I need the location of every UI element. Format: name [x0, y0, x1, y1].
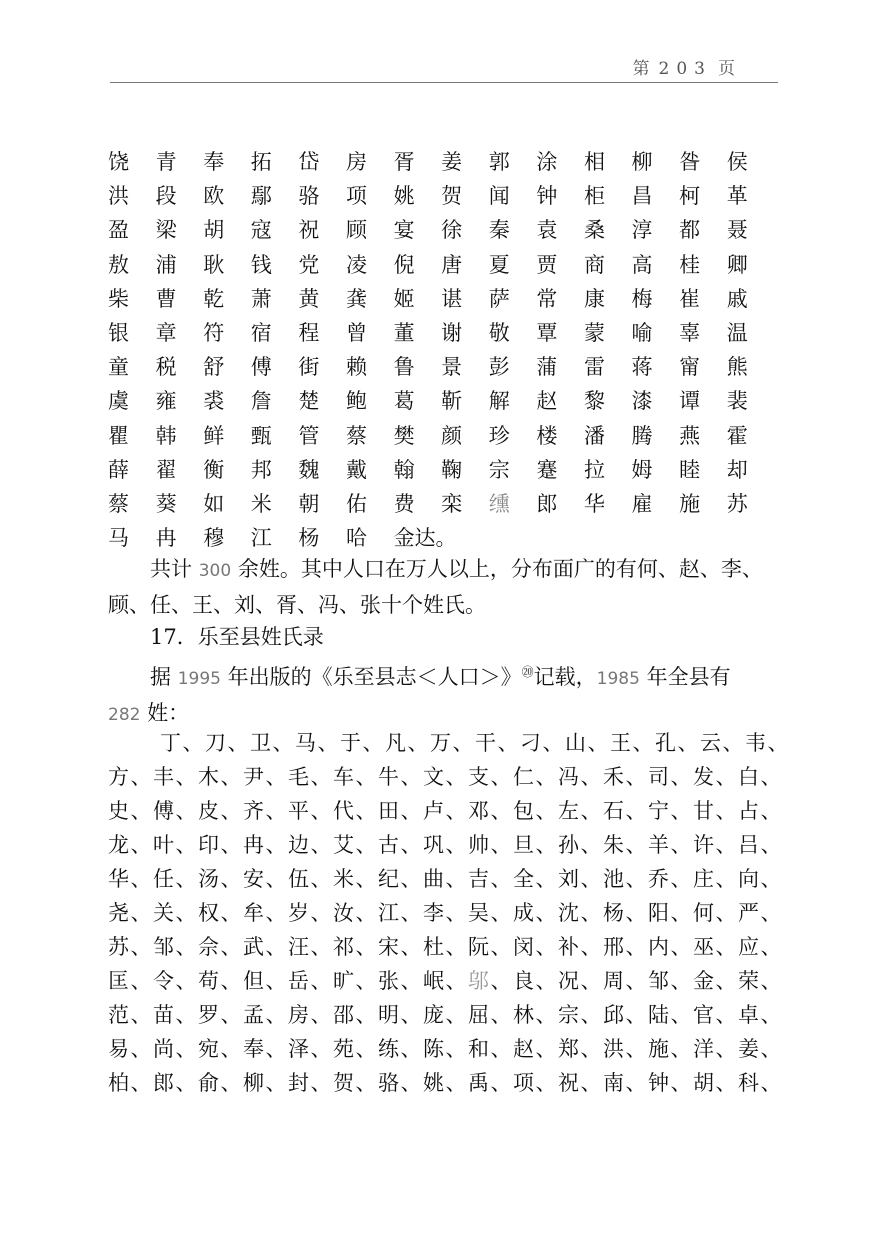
- surname-cell: 闻: [488, 184, 510, 209]
- surname-cell: 青: [155, 150, 177, 174]
- surname-cell: 翟: [155, 457, 177, 482]
- surname-row: [108, 384, 778, 418]
- surname-cell: 程: [298, 320, 320, 345]
- list-row-8-start: 匡、令、苟、但、岳、旷、张、岷、: [108, 969, 468, 993]
- surname-cell: 涂: [536, 150, 558, 174]
- surname-cell: 睦: [679, 457, 701, 482]
- surname-cell: 瞿: [108, 423, 129, 448]
- surname-cell: 傅: [250, 355, 272, 380]
- surname-cell: 樊: [393, 423, 415, 448]
- list-row: 易、尚、宛、奉、泽、苑、练、陈、和、赵、郑、洪、施、洋、姜、: [108, 1037, 783, 1061]
- surname-cell: 马: [108, 526, 129, 551]
- surname-cell: 章: [155, 320, 177, 345]
- surname-cell: 桑: [583, 218, 605, 243]
- surname-cell: 革: [726, 184, 748, 209]
- intro-count: 282: [108, 705, 141, 725]
- surname-cell: 宗: [488, 457, 510, 482]
- surname-cell: 街: [298, 355, 320, 380]
- surname-cell: 魏: [298, 457, 320, 482]
- surname-cell: 穆: [203, 526, 225, 551]
- surname-cell: 蔡: [345, 423, 367, 448]
- surname-cell: 宴: [393, 218, 415, 243]
- list-row: 史、傅、皮、齐、平、代、田、卢、邓、包、左、石、宁、甘、占、: [108, 799, 783, 823]
- surname-cell: 喻: [631, 320, 653, 345]
- surname-cell: 苏: [726, 491, 748, 516]
- surname-cell: 姜: [441, 150, 463, 174]
- surname-cell: 黎: [583, 389, 605, 414]
- intro-d: 年全县有: [639, 665, 731, 689]
- surname-cell: 胡: [203, 218, 225, 243]
- surname-cell: 秦: [488, 218, 510, 243]
- surname-cell: 鲍: [345, 389, 367, 414]
- surname-cell: 凌: [345, 252, 367, 277]
- surname-cell: 饶: [108, 150, 129, 174]
- surname-cell: 奉: [203, 150, 225, 174]
- surname-cell: 商: [583, 252, 605, 277]
- surname-cell: 佑: [345, 491, 367, 516]
- surname-cell: 柯: [679, 184, 701, 209]
- surname-cell: 徐: [441, 218, 463, 243]
- surname-cell: 敖: [108, 252, 129, 277]
- surname-cell: 蒋: [631, 355, 653, 380]
- summary-paragraph: [108, 552, 780, 622]
- surname-cell: 解: [488, 389, 510, 414]
- list-row-8-faded: 邬: [468, 969, 491, 993]
- surname-cell: 姬: [393, 286, 415, 311]
- surname-row: [108, 179, 778, 213]
- surname-cell: 银: [108, 320, 129, 345]
- surname-cell: 宿: [250, 320, 272, 345]
- surname-cell: 翰: [393, 457, 415, 482]
- surname-cell: 朝: [298, 491, 320, 516]
- surname-cell: 谌: [441, 286, 463, 311]
- surname-cell: 桂: [679, 252, 701, 277]
- surname-row: [108, 487, 778, 521]
- surname-cell: 乾: [203, 286, 225, 311]
- surname-cell: 却: [726, 457, 748, 482]
- surname-cell: 柴: [108, 286, 129, 311]
- intro-c: 记载，: [533, 665, 597, 689]
- header-rule: [110, 82, 778, 83]
- surname-cell: 岱: [298, 150, 320, 174]
- surname-cell: 彭: [488, 355, 510, 380]
- intro-e: 姓：: [140, 701, 190, 725]
- surname-cell: 房: [345, 150, 367, 174]
- surname-cell: 辜: [679, 320, 701, 345]
- surname-cell: 钟: [536, 184, 558, 209]
- surname-cell: 骆: [298, 184, 320, 209]
- intro-year1: 1995: [177, 669, 221, 689]
- surname-cell: 祝: [298, 218, 320, 243]
- surname-cell: 葵: [155, 491, 177, 516]
- surname-cell: 霍: [726, 423, 748, 448]
- surname-cell: 寇: [250, 218, 272, 243]
- surname-cell: 甯: [679, 355, 701, 380]
- surname-cell: 曹: [155, 286, 177, 311]
- surname-row: [108, 350, 778, 384]
- summary-count: 300: [198, 561, 232, 581]
- surname-cell: 高: [631, 252, 653, 277]
- surname-cell: 都: [679, 218, 701, 243]
- surname-cell: 昌: [631, 184, 653, 209]
- surname-cell: 温: [726, 320, 748, 345]
- surname-cell: 管: [298, 423, 320, 448]
- surname-cell: 聂: [726, 218, 748, 243]
- surname-cell: 裴: [726, 389, 748, 414]
- surname-cell: 施: [679, 491, 701, 516]
- surname-cell: 项: [345, 184, 367, 209]
- surname-cell: 萧: [250, 286, 272, 311]
- surname-cell: 裘: [203, 389, 225, 414]
- surname-cell: 蹇: [536, 457, 558, 482]
- list-row: 范、苗、罗、孟、房、邵、明、庞、屈、林、宗、邱、陆、官、卓、: [108, 1003, 783, 1027]
- page-header: [110, 50, 778, 80]
- surname-cell: 拉: [583, 457, 605, 482]
- surname-cell: 税: [155, 355, 177, 380]
- surname-cell: 顾: [345, 218, 367, 243]
- surname-cell: 虞: [108, 389, 129, 414]
- surname-cell: 费: [393, 491, 415, 516]
- surname-cell: 浦: [155, 252, 177, 277]
- surname-cell: 姆: [631, 457, 653, 482]
- surname-cell: 鄢: [250, 184, 272, 209]
- surname-cell: 鲜: [203, 423, 225, 448]
- surname-cell: 倪: [393, 252, 415, 277]
- list-row-8-rest: 、良、况、周、邹、金、荣、: [490, 969, 783, 993]
- surname-cell: 郎: [536, 491, 558, 516]
- surname-cell: 龚: [345, 286, 367, 311]
- page-suffix: 页: [718, 59, 738, 79]
- surname-cell: 姚: [393, 184, 415, 209]
- surname-cell: 符: [203, 320, 225, 345]
- surname-cell: 哈: [345, 526, 367, 551]
- page-prefix: 第: [632, 59, 653, 79]
- surname-row: [108, 453, 778, 487]
- surname-cell: 冉: [155, 526, 177, 551]
- surname-cell: 董: [393, 320, 415, 345]
- surname-cell: 柜: [583, 184, 605, 209]
- surname-cell: 赖: [345, 355, 367, 380]
- page-number: [633, 54, 738, 79]
- surname-cell: 鲁: [393, 355, 415, 380]
- surname-row: [108, 282, 778, 316]
- surname-cell: 黄: [298, 286, 320, 311]
- surname-cell: 贺: [441, 184, 463, 209]
- surname-cell: 靳: [441, 389, 463, 414]
- surname-grid: [108, 145, 778, 555]
- surname-cell: 昝: [679, 150, 701, 174]
- surname-cell: 楼: [536, 423, 558, 448]
- surname-cell: 崔: [679, 286, 701, 311]
- surname-cell: 漆: [631, 389, 653, 414]
- surname-row: [108, 145, 778, 179]
- surname-cell: 卿: [726, 252, 748, 277]
- surname-cell: 胥: [393, 150, 415, 174]
- intro-b: 年出版的《乐至县志＜人口＞》: [220, 665, 522, 689]
- surname-cell: 段: [155, 184, 177, 209]
- page-num: 203: [658, 59, 712, 79]
- surname-cell: 金达。: [393, 526, 457, 551]
- intro-paragraph: [108, 655, 780, 732]
- surname-row: [108, 419, 778, 453]
- surname-cell: 谢: [441, 320, 463, 345]
- list-row: 柏、郎、俞、柳、封、贺、骆、姚、禹、项、祝、南、钟、胡、科、: [108, 1071, 783, 1095]
- surname-cell: 梁: [155, 218, 177, 243]
- surname-cell: 赵: [536, 389, 558, 414]
- surname-cell: 甄: [250, 423, 272, 448]
- surname-cell: 楚: [298, 389, 320, 414]
- surname-cell: 如: [203, 491, 225, 516]
- surname-cell: 盈: [108, 218, 129, 243]
- surname-cell: 蒲: [536, 355, 558, 380]
- surname-cell: 曾: [345, 320, 367, 345]
- list-row: 华、任、汤、安、伍、米、纪、曲、吉、全、刘、池、乔、庄、向、: [108, 867, 783, 891]
- surname-cell: 韩: [155, 423, 177, 448]
- surname-cell: 蒙: [583, 320, 605, 345]
- surname-cell: 淳: [631, 218, 653, 243]
- surname-cell: 夏: [488, 252, 510, 277]
- surname-cell: 谭: [679, 389, 701, 414]
- surname-row: [108, 316, 778, 350]
- surname-cell: 颜: [441, 423, 463, 448]
- surname-cell: 欧: [203, 184, 225, 209]
- list-row: 龙、叶、印、冉、边、艾、古、巩、帅、旦、孙、朱、羊、许、吕、: [108, 833, 783, 857]
- surname-cell: 梅: [631, 286, 653, 311]
- surname-cell: 洪: [108, 184, 129, 209]
- surname-cell: 薛: [108, 457, 129, 482]
- footnote-marker: ⑳: [521, 665, 534, 679]
- surname-cell: 钱: [250, 252, 272, 277]
- surname-cell: 鞠: [441, 457, 463, 482]
- surname-cell: 蔡: [108, 491, 129, 516]
- surname-cell: 侯: [726, 150, 748, 174]
- list-row-8: [108, 964, 783, 998]
- list-row: 丁、刀、卫、马、于、凡、万、干、刁、山、王、孔、云、韦、: [160, 731, 790, 755]
- list-row: 尧、关、权、牟、岁、汝、江、李、吴、成、沈、杨、阳、何、严、: [108, 901, 783, 925]
- surname-row: [108, 213, 778, 247]
- surname-cell: 耿: [203, 252, 225, 277]
- surname-cell: 舒: [203, 355, 225, 380]
- surname-cell: 景: [441, 355, 463, 380]
- surname-cell: 熊: [726, 355, 748, 380]
- list-row: 苏、邹、佘、武、汪、祁、宋、杜、阮、闵、补、邢、内、巫、应、: [108, 935, 783, 959]
- surname-cell: 衡: [203, 457, 225, 482]
- surname-cell: 拓: [250, 150, 272, 174]
- surname-cell: 唐: [441, 252, 463, 277]
- surname-cell: 柳: [631, 150, 653, 174]
- surname-cell: 敬: [488, 320, 510, 345]
- summary-text-a: 共计: [150, 557, 199, 581]
- surname-row: [108, 521, 778, 555]
- surname-cell: 江: [250, 526, 272, 551]
- surname-cell: 腾: [631, 423, 653, 448]
- surname-cell: 雷: [583, 355, 605, 380]
- list-row: 方、丰、木、尹、毛、车、牛、文、支、仁、冯、禾、司、发、白、: [108, 765, 783, 789]
- section-title-text: 17．乐至县姓氏录: [150, 625, 324, 649]
- surname-cell: 童: [108, 355, 129, 380]
- surname-cell: 米: [250, 491, 272, 516]
- surname-cell: 常: [536, 286, 558, 311]
- surname-cell: 珍: [488, 423, 510, 448]
- surname-cell: 萨: [488, 286, 510, 311]
- surname-cell: 潘: [583, 423, 605, 448]
- surname-cell: 葛: [393, 389, 415, 414]
- intro-year2: 1985: [596, 669, 640, 689]
- surname-cell: 戴: [345, 457, 367, 482]
- section-title: [108, 620, 780, 654]
- surname-cell: 雍: [155, 389, 177, 414]
- surname-cell: 相: [583, 150, 605, 174]
- surname-cell: 戚: [726, 286, 748, 311]
- surname-cell: 党: [298, 252, 320, 277]
- summary-text-b: 余姓。其中人口在万人以上，分布面广的有何、赵、李、顾、任、王、刘、胥、冯、张十个姓氏。: [108, 557, 763, 617]
- surname-cell: 袁: [536, 218, 558, 243]
- surname-cell: 康: [583, 286, 605, 311]
- surname-cell: 𫄸: [488, 491, 510, 516]
- surname-cell: 郭: [488, 150, 510, 174]
- surname-cell: 詹: [250, 389, 272, 414]
- surname-row: [108, 248, 778, 282]
- surname-cell: 杨: [298, 526, 320, 551]
- surname-cell: 燕: [679, 423, 701, 448]
- surname-cell: 邦: [250, 457, 272, 482]
- surname-cell: 贾: [536, 252, 558, 277]
- surname-cell: 栾: [441, 491, 463, 516]
- intro-a: 据: [150, 665, 178, 689]
- surname-cell: 华: [583, 491, 605, 516]
- surname-cell: 雇: [631, 491, 653, 516]
- surname-cell: 覃: [536, 320, 558, 345]
